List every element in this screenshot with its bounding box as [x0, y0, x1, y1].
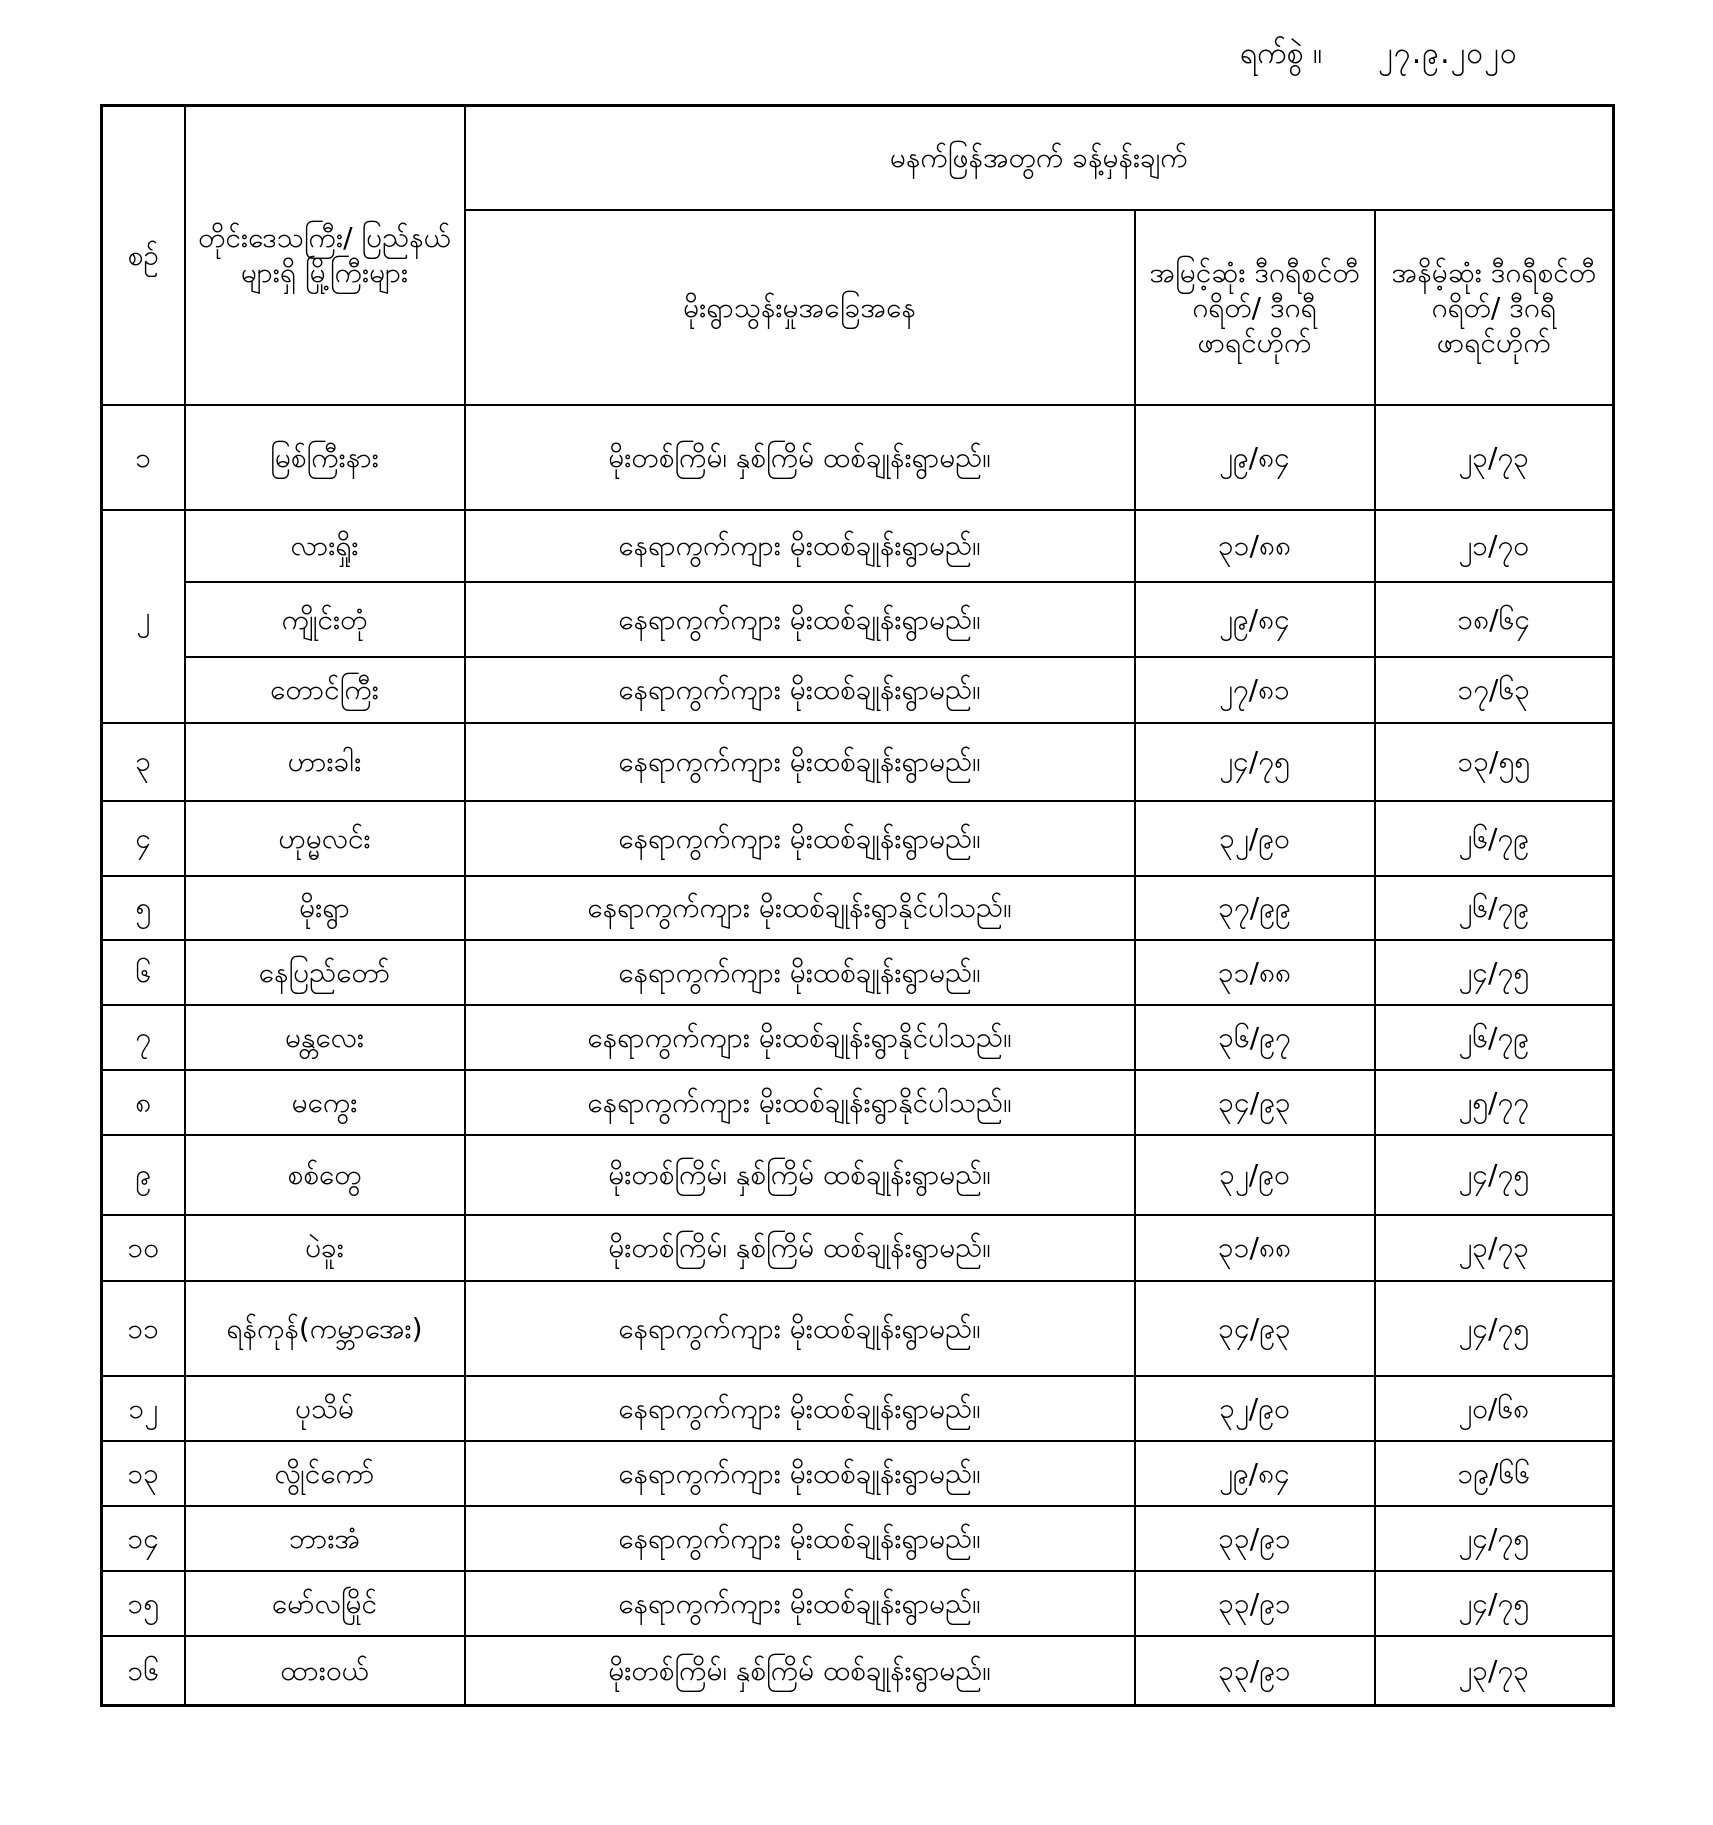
max-temperature-cell: ၃၇/၉၉ [1135, 876, 1375, 940]
max-temperature-cell: ၂၇/၈၁ [1135, 657, 1375, 723]
max-temperature-cell: ၃၃/၉၁ [1135, 1506, 1375, 1571]
table-row [102, 1571, 1614, 1636]
table-row [102, 723, 1614, 801]
city-cell: ဟုမ္မလင်း [185, 801, 465, 876]
weather-forecast-table [100, 104, 1615, 1707]
min-temperature-cell: ၂၄/၇၅ [1375, 1135, 1614, 1215]
min-temperature-cell: ၁၃/၅၅ [1375, 723, 1614, 801]
min-temperature-cell: ၂၄/၇၅ [1375, 940, 1614, 1005]
serial-number-cell: ၁၀ [102, 1215, 185, 1281]
city-cell: မန္တလေး [185, 1005, 465, 1070]
serial-number-cell: ၁၄ [102, 1506, 185, 1571]
serial-number-cell: ၉ [102, 1135, 185, 1215]
serial-number-cell: ၅ [102, 876, 185, 940]
condition-cell: နေရာကွက်ကျား မိုးထစ်ချုန်းရွာမည်။ [465, 1376, 1135, 1441]
max-temperature-cell: ၃၁/၈၈ [1135, 940, 1375, 1005]
min-temperature-cell: ၂၄/၇၅ [1375, 1281, 1614, 1376]
condition-cell: နေရာကွက်ကျား မိုးထစ်ချုန်းရွာမည်။ [465, 1506, 1135, 1571]
condition-cell: မိုးတစ်ကြိမ်၊ နှစ်ကြိမ် ထစ်ချုန်းရွာမည်။ [465, 1135, 1135, 1215]
min-temperature-cell: ၂၀/၆၈ [1375, 1376, 1614, 1441]
condition-cell: နေရာကွက်ကျား မိုးထစ်ချုန်းရွာမည်။ [465, 657, 1135, 723]
min-temperature-cell: ၂၄/၇၅ [1375, 1506, 1614, 1571]
serial-number-cell: ၄ [102, 801, 185, 876]
max-temperature-cell: ၃၂/၉၀ [1135, 1376, 1375, 1441]
serial-number-cell: ၁ [102, 405, 185, 510]
min-temperature-cell: ၂၆/၇၉ [1375, 1005, 1614, 1070]
city-cell: မိုးရွာ [185, 876, 465, 940]
city-cell: ကျိုင်းတုံ [185, 582, 465, 657]
min-temperature-cell: ၁၈/၆၄ [1375, 582, 1614, 657]
condition-cell: နေရာကွက်ကျား မိုးထစ်ချုန်းရွာနိုင်ပါသည်။ [465, 876, 1135, 940]
header-max-temperature: အမြင့်ဆုံး ဒီဂရီစင်တီဂရိတ်/ ဒီဂရီဖာရင်ဟိုက် [1135, 210, 1375, 405]
city-cell: ထားဝယ် [185, 1636, 465, 1706]
city-cell: ပဲခူး [185, 1215, 465, 1281]
city-cell: ရန်ကုန်(ကမ္ဘာအေး) [185, 1281, 465, 1376]
table-row [102, 1376, 1614, 1441]
city-cell: တောင်ကြီး [185, 657, 465, 723]
max-temperature-cell: ၃၃/၉၁ [1135, 1571, 1375, 1636]
serial-number-cell: ၈ [102, 1070, 185, 1135]
serial-number-cell: ၁၂ [102, 1376, 185, 1441]
condition-cell: နေရာကွက်ကျား မိုးထစ်ချုန်းရွာမည်။ [465, 582, 1135, 657]
serial-number-cell: ၁၁ [102, 1281, 185, 1376]
table-row [102, 1441, 1614, 1506]
serial-number-cell: ၂ [102, 510, 185, 723]
condition-cell: နေရာကွက်ကျား မိုးထစ်ချုန်းရွာမည်။ [465, 723, 1135, 801]
max-temperature-cell: ၂၉/၈၄ [1135, 582, 1375, 657]
table-row [102, 801, 1614, 876]
condition-cell: မိုးတစ်ကြိမ်၊ နှစ်ကြိမ် ထစ်ချုန်းရွာမည်။ [465, 1215, 1135, 1281]
condition-cell: နေရာကွက်ကျား မိုးထစ်ချုန်းရွာနိုင်ပါသည်။ [465, 1070, 1135, 1135]
header-rain-condition: မိုးရွာသွန်းမှုအခြေအနေ [465, 210, 1135, 405]
table-row [102, 1135, 1614, 1215]
city-cell: စစ်တွေ [185, 1135, 465, 1215]
city-cell: မြစ်ကြီးနား [185, 405, 465, 510]
min-temperature-cell: ၂၃/၇၃ [1375, 405, 1614, 510]
city-cell: လားရှိုး [185, 510, 465, 582]
city-cell: လွိုင်ကော် [185, 1441, 465, 1506]
min-temperature-cell: ၂၄/၇၅ [1375, 1571, 1614, 1636]
header-serial-number: စဉ် [102, 106, 185, 405]
min-temperature-cell: ၂၃/၇၃ [1375, 1215, 1614, 1281]
table-row [102, 876, 1614, 940]
city-cell: မော်လမြိုင် [185, 1571, 465, 1636]
min-temperature-cell: ၂၃/၇၃ [1375, 1636, 1614, 1706]
table-row [102, 657, 1614, 723]
max-temperature-cell: ၃၂/၉၀ [1135, 1135, 1375, 1215]
city-cell: နေပြည်တော် [185, 940, 465, 1005]
condition-cell: မိုးတစ်ကြိမ်၊ နှစ်ကြိမ် ထစ်ချုန်းရွာမည်။ [465, 1636, 1135, 1706]
max-temperature-cell: ၂၄/၇၅ [1135, 723, 1375, 801]
min-temperature-cell: ၂၅/၇၇ [1375, 1070, 1614, 1135]
city-cell: မကွေး [185, 1070, 465, 1135]
max-temperature-cell: ၃၆/၉၇ [1135, 1005, 1375, 1070]
min-temperature-cell: ၁၉/၆၆ [1375, 1441, 1614, 1506]
max-temperature-cell: ၂၉/၈၄ [1135, 405, 1375, 510]
date-label: ရက်စွဲ ။ [1240, 35, 1323, 71]
table-row [102, 582, 1614, 657]
header-city: တိုင်းဒေသကြီး/ ပြည်နယ်များရှိ မြို့ကြီးများ [185, 106, 465, 405]
serial-number-cell: ၃ [102, 723, 185, 801]
serial-number-cell: ၆ [102, 940, 185, 1005]
header-forecast-group: မနက်ဖြန်အတွက် ခန့်မှန်းချက် [465, 106, 1614, 210]
date-value: ၂၇.၉.၂၀၂၀ [1378, 35, 1518, 71]
table-row [102, 405, 1614, 510]
table-row [102, 1636, 1614, 1706]
min-temperature-cell: ၂၆/၇၉ [1375, 801, 1614, 876]
min-temperature-cell: ၁၇/၆၃ [1375, 657, 1614, 723]
city-cell: ပုသိမ် [185, 1376, 465, 1441]
table-row [102, 1506, 1614, 1571]
condition-cell: နေရာကွက်ကျား မိုးထစ်ချုန်းရွာမည်။ [465, 801, 1135, 876]
table-row [102, 1281, 1614, 1376]
min-temperature-cell: ၂၁/၇၀ [1375, 510, 1614, 582]
table-row [102, 940, 1614, 1005]
max-temperature-cell: ၃၁/၈၈ [1135, 1215, 1375, 1281]
city-cell: ဘားအံ [185, 1506, 465, 1571]
max-temperature-cell: ၂၉/၈၄ [1135, 1441, 1375, 1506]
serial-number-cell: ၁၅ [102, 1571, 185, 1636]
max-temperature-cell: ၃၁/၈၈ [1135, 510, 1375, 582]
min-temperature-cell: ၂၆/၇၉ [1375, 876, 1614, 940]
max-temperature-cell: ၃၄/၉၃ [1135, 1281, 1375, 1376]
header-min-temperature: အနိမ့်ဆုံး ဒီဂရီစင်တီဂရိတ်/ ဒီဂရီဖာရင်ဟိုက် [1375, 210, 1614, 405]
max-temperature-cell: ၃၄/၉၃ [1135, 1070, 1375, 1135]
condition-cell: မိုးတစ်ကြိမ်၊ နှစ်ကြိမ် ထစ်ချုန်းရွာမည်။ [465, 405, 1135, 510]
table-row [102, 1070, 1614, 1135]
table-row [102, 1005, 1614, 1070]
max-temperature-cell: ၃၃/၉၁ [1135, 1636, 1375, 1706]
condition-cell: နေရာကွက်ကျား မိုးထစ်ချုန်းရွာနိုင်ပါသည်။ [465, 1005, 1135, 1070]
condition-cell: နေရာကွက်ကျား မိုးထစ်ချုန်းရွာမည်။ [465, 1441, 1135, 1506]
document-date [1240, 30, 1620, 80]
condition-cell: နေရာကွက်ကျား မိုးထစ်ချုန်းရွာမည်။ [465, 510, 1135, 582]
condition-cell: နေရာကွက်ကျား မိုးထစ်ချုန်းရွာမည်။ [465, 1281, 1135, 1376]
city-cell: ဟားခါး [185, 723, 465, 801]
table-row [102, 1215, 1614, 1281]
table-row [102, 510, 1614, 582]
serial-number-cell: ၁၃ [102, 1441, 185, 1506]
condition-cell: နေရာကွက်ကျား မိုးထစ်ချုန်းရွာမည်။ [465, 1571, 1135, 1636]
condition-cell: နေရာကွက်ကျား မိုးထစ်ချုန်းရွာမည်။ [465, 940, 1135, 1005]
serial-number-cell: ၁၆ [102, 1636, 185, 1706]
max-temperature-cell: ၃၂/၉၀ [1135, 801, 1375, 876]
serial-number-cell: ၇ [102, 1005, 185, 1070]
